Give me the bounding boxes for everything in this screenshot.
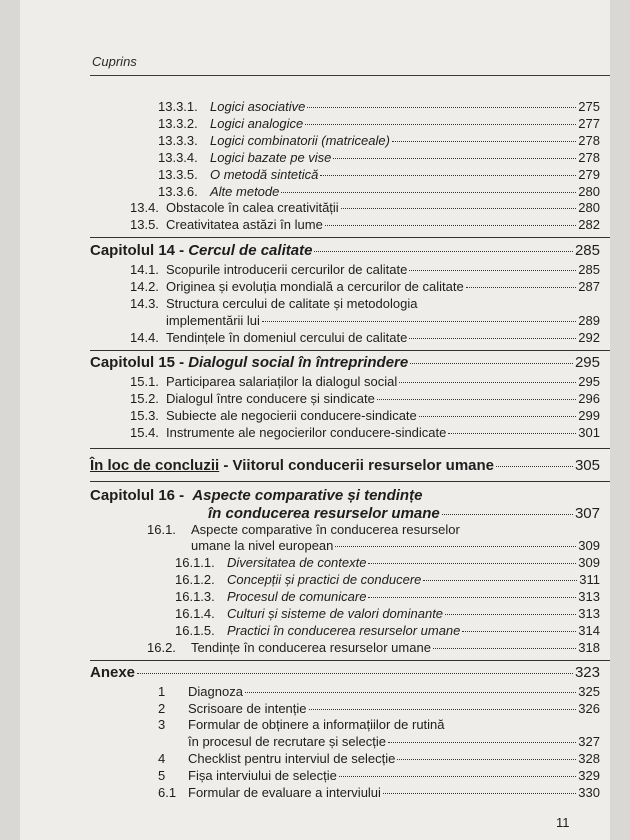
dot-leader [445, 614, 576, 615]
toc-entry-page: 287 [578, 279, 600, 294]
annex-entry [158, 768, 600, 784]
dot-leader [245, 692, 576, 693]
toc-entry-page: 318 [578, 640, 600, 655]
section-divider [90, 448, 610, 449]
toc-entry-page: 313 [578, 589, 600, 604]
dot-leader [320, 175, 576, 176]
toc-entry-title: Instrumente ale negocierilor conducere-sindicate [166, 425, 447, 440]
page-number: 11 [556, 815, 570, 830]
toc-entry-title: Aspecte comparative în conducerea resurselor [191, 522, 460, 537]
toc-entry-title-cont: umane la nivel european [191, 538, 334, 553]
toc-entry-title: Alte metode [210, 184, 280, 199]
annex-title: Formular de obținere a informațiilor de rutină [188, 717, 445, 732]
toc-entry-page: 295 [578, 374, 600, 389]
toc-entry-number: 13.3.4. [158, 150, 198, 165]
toc-entry-page: 282 [578, 217, 600, 232]
toc-entry [158, 133, 600, 149]
toc-entry-number: 15.1. [130, 374, 159, 389]
toc-entry [175, 606, 600, 622]
toc-entry-title-cont: implementării lui [166, 313, 260, 328]
toc-entry-page: 285 [578, 262, 600, 277]
toc-entry-page: 280 [578, 184, 600, 199]
toc-entry [147, 522, 460, 538]
toc-entry-page: 275 [578, 99, 600, 114]
toc-entry-page: 292 [578, 330, 600, 345]
conclusions-label: În loc de concluzii [90, 457, 220, 474]
annex-entry-page: 327 [578, 734, 600, 749]
dot-leader [309, 709, 577, 710]
toc-entry [130, 217, 600, 233]
toc-entry-page: 278 [578, 133, 600, 148]
toc-entry-page: 301 [578, 425, 600, 440]
dot-leader [325, 225, 577, 226]
chapter-title-cont: în conducerea resurselor umane [208, 505, 440, 522]
chapter-entry [90, 242, 600, 260]
dot-leader [333, 158, 576, 159]
toc-entry-title: Obstacole în calea creativității [166, 200, 339, 215]
toc-entry-title: Diversitatea de contexte [227, 555, 367, 570]
section-divider [90, 660, 610, 661]
toc-entry-title: Concepții și practici de conducere [227, 572, 422, 587]
toc-entry-title: Originea și evoluția mondială a cercurilor de calitate [166, 279, 464, 294]
dot-leader [388, 742, 576, 743]
dot-leader [410, 363, 573, 364]
annex-entry-page: 325 [578, 684, 600, 699]
dot-leader [368, 597, 576, 598]
dot-leader [496, 466, 573, 467]
annex-title: Formular de evaluare a interviului [188, 785, 381, 800]
dot-leader [281, 192, 576, 193]
annex-number: 3 [158, 717, 166, 732]
chapter-entry [90, 354, 600, 372]
toc-entry [130, 330, 600, 346]
annex-entry [158, 701, 600, 717]
dot-leader [339, 776, 576, 777]
toc-entry-title: Logici bazate pe vise [210, 150, 332, 165]
annex-number: 2 [158, 701, 166, 716]
toc-entry [158, 167, 600, 183]
toc-entry-number: 16.1.3. [175, 589, 215, 604]
toc-entry-number: 14.4. [130, 330, 159, 345]
toc-entry-title: O metodă sintetică [210, 167, 319, 182]
dot-leader [392, 141, 576, 142]
toc-entry-number: 13.5. [130, 217, 159, 232]
toc-entry [130, 425, 600, 441]
annex-entry-page: 326 [578, 701, 600, 716]
annex-title: Checklist pentru interviul de selecție [188, 751, 396, 766]
chapter-title: Dialogul social în întreprindere [188, 354, 409, 371]
toc-entry [130, 262, 600, 278]
toc-entry-continuation [166, 313, 600, 329]
toc-entry-page: 278 [578, 150, 600, 165]
chapter-label: Capitolul 14 - [90, 242, 185, 259]
toc-entry-number: 15.2. [130, 391, 159, 406]
toc-entry [158, 99, 600, 115]
toc-entry-title: Practici în conducerea resurselor umane [227, 623, 461, 638]
toc-entry [130, 391, 600, 407]
toc-entry-number: 14.1. [130, 262, 159, 277]
toc-entry-number: 14.3. [130, 296, 159, 311]
chapter-title: Cercul de calitate [188, 242, 313, 259]
toc-entry [130, 279, 600, 295]
section-divider [90, 237, 610, 238]
annex-entry [158, 751, 600, 767]
dot-leader [399, 382, 576, 383]
chapter-label: Capitolul 15 - [90, 354, 185, 371]
annex-title: Scrisoare de intenție [188, 701, 307, 716]
chapter-entry-continuation [208, 505, 600, 523]
annex-title: Fișa interviului de selecție [188, 768, 337, 783]
toc-entry-page: 313 [578, 606, 600, 621]
chapter-entry [90, 487, 422, 505]
chapter-page: 285 [574, 242, 600, 259]
dot-leader [368, 563, 576, 564]
toc-entry-page: 314 [578, 623, 600, 638]
toc-entry-number: 15.4. [130, 425, 159, 440]
toc-entry-title: Logici analogice [210, 116, 304, 131]
toc-entry-number: 13.3.1. [158, 99, 198, 114]
annex-number: 6.1 [158, 785, 177, 800]
toc-entry-number: 13.3.5. [158, 167, 198, 182]
toc-entry-page: 296 [578, 391, 600, 406]
dot-leader [433, 648, 576, 649]
annex-number: 1 [158, 684, 166, 699]
annex-number: 5 [158, 768, 166, 783]
annex-heading [90, 664, 600, 682]
toc-entry [130, 374, 600, 390]
toc-entry-page: 289 [578, 313, 600, 328]
chapter-label: Capitolul 16 - [90, 487, 189, 504]
toc-entry-title: Tendințe în conducerea resurselor umane [191, 640, 431, 655]
dot-leader [335, 546, 576, 547]
dot-leader [448, 433, 576, 434]
toc-entry [130, 408, 600, 424]
toc-entry-title: Structura cercului de calitate și metodologia [166, 296, 418, 311]
annex-entry [158, 717, 445, 733]
dot-leader [262, 321, 576, 322]
dot-leader [397, 759, 576, 760]
toc-entry [175, 555, 600, 571]
toc-entry-title: Scopurile introducerii cercurilor de calitate [166, 262, 408, 277]
annex-entry-page: 328 [578, 751, 600, 766]
toc-entry [158, 150, 600, 166]
toc-entry-page: 277 [578, 116, 600, 131]
conclusions-title: Viitorul conducerii resurselor umane [232, 457, 494, 474]
conclusions-entry [90, 457, 600, 475]
section-divider [90, 350, 610, 351]
annex-entry-page: 329 [578, 768, 600, 783]
dot-leader [409, 338, 576, 339]
toc-entry [175, 623, 600, 639]
toc-entry-title: Procesul de comunicare [227, 589, 367, 604]
dot-leader [409, 270, 576, 271]
dot-leader [377, 399, 576, 400]
dot-leader [314, 251, 573, 252]
toc-entry-number: 13.3.3. [158, 133, 198, 148]
toc-entry [147, 640, 600, 656]
conclusions-separator: - [219, 457, 233, 474]
annex-title: Diagnoza [188, 684, 243, 699]
toc-entry-title: Logici asociative [210, 99, 306, 114]
toc-entry-number: 13.4. [130, 200, 159, 215]
toc-entry-title: Culturi și sisteme de valori dominante [227, 606, 444, 621]
toc-entry [175, 589, 600, 605]
annex-entry-continuation [188, 734, 600, 750]
toc-entry-page: 279 [578, 167, 600, 182]
toc-entry-number: 16.1.2. [175, 572, 215, 587]
annex-entry [158, 785, 600, 801]
chapter-title: Aspecte comparative și tendințe [192, 487, 423, 504]
toc-entry-number: 13.3.2. [158, 116, 198, 131]
conclusions-page: 305 [574, 457, 600, 474]
toc-entry [175, 572, 600, 588]
toc-entry-number: 16.2. [147, 640, 176, 655]
chapter-page: 295 [574, 354, 600, 371]
dot-leader [383, 793, 576, 794]
annex-number: 4 [158, 751, 166, 766]
chapter-page: 307 [574, 505, 600, 522]
toc-entry-title: Participarea salariaților la dialogul social [166, 374, 398, 389]
dot-leader [423, 580, 577, 581]
dot-leader [341, 208, 577, 209]
dot-leader [305, 124, 576, 125]
toc-entry-number: 13.3.6. [158, 184, 198, 199]
toc-entry [130, 200, 600, 216]
toc-entry [158, 184, 600, 200]
toc-entry-title: Tendințele în domeniul cercului de calitate [166, 330, 408, 345]
toc-entry-page: 309 [578, 538, 600, 553]
running-header: Cuprins [92, 54, 137, 69]
toc-entry-page: 311 [579, 572, 600, 587]
toc-entry-number: 16.1.4. [175, 606, 215, 621]
section-divider [90, 481, 610, 482]
dot-leader [442, 514, 573, 515]
dot-leader [137, 673, 573, 674]
toc-entry-page: 309 [578, 555, 600, 570]
toc-entry-continuation [191, 538, 600, 554]
header-rule [90, 75, 610, 76]
toc-entry-page: 280 [578, 200, 600, 215]
dot-leader [307, 107, 576, 108]
toc-entry [130, 296, 417, 312]
book-page [20, 0, 610, 840]
toc-entry-number: 16.1. [147, 522, 176, 537]
annex-label: Anexe [90, 664, 136, 681]
toc-entry-title: Subiecte ale negocierii conducere-sindicate [166, 408, 417, 423]
annex-entry [158, 684, 600, 700]
toc-entry-number: 14.2. [130, 279, 159, 294]
dot-leader [462, 631, 576, 632]
annex-page: 323 [574, 664, 600, 681]
toc-entry-title: Dialogul între conducere și sindicate [166, 391, 375, 406]
annex-entry-page: 330 [578, 785, 600, 800]
dot-leader [419, 416, 577, 417]
toc-entry-page: 299 [578, 408, 600, 423]
toc-entry-number: 16.1.5. [175, 623, 215, 638]
toc-entry-number: 15.3. [130, 408, 159, 423]
dot-leader [466, 287, 577, 288]
toc-entry-title: Creativitatea astăzi în lume [166, 217, 323, 232]
toc-entry-number: 16.1.1. [175, 555, 215, 570]
toc-entry [158, 116, 600, 132]
toc-entry-title: Logici combinatorii (matriceale) [210, 133, 390, 148]
annex-title-cont: în procesul de recrutare și selecție [188, 734, 386, 749]
